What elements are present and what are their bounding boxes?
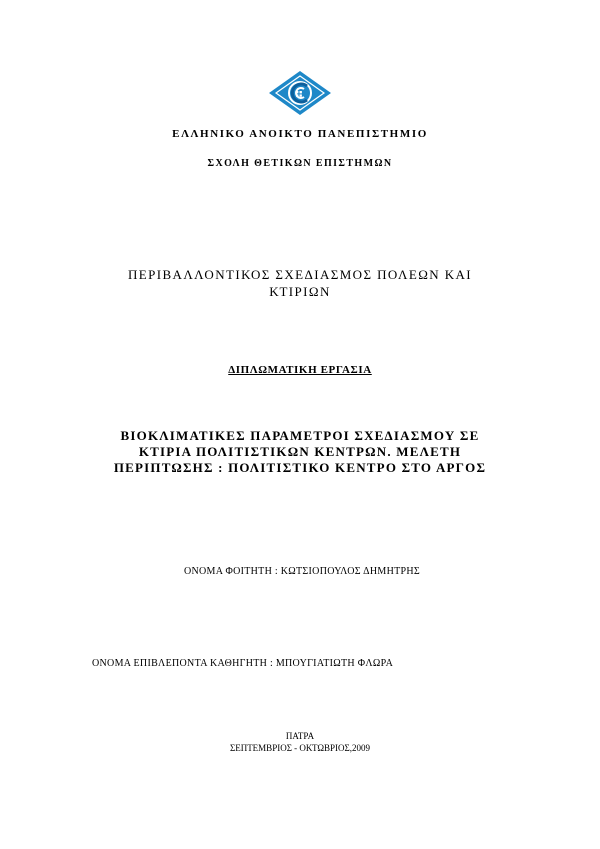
program-title bbox=[0, 266, 600, 300]
program-title-line-2: ΚΤΙΡΙΩΝ bbox=[269, 284, 331, 299]
thesis-title-line-2: ΚΤΙΡΙΑ ΠΟΛΙΤΙΣΤΙΚΩΝ ΚΕΝΤΡΩΝ. ΜΕΛΕΤΗ bbox=[138, 444, 462, 459]
date: ΣΕΠΤΕΜΒΡΙΟΣ - ΟΚΤΩΒΡΙΟΣ,2009 bbox=[229, 743, 371, 753]
school-name: ΣΧΟΛΗ ΘΕΤΙΚΩΝ ΕΠΙΣΤΗΜΩΝ bbox=[207, 158, 393, 169]
student-name: ΟΝΟΜΑ ΦΟΙΤΗΤΗ : ΚΩΤΣΙΟΠΟΥΛΟΣ ΔΗΜΗΤΡΗΣ bbox=[183, 566, 421, 577]
thesis-title-line-1: ΒΙΟΚΛΙΜΑΤΙΚΕΣ ΠΑΡΑΜΕΤΡΟΙ ΣΧΕΔΙΑΣΜΟΥ ΣΕ bbox=[120, 428, 480, 443]
thesis-title-line-3: ΠΕΡΙΠΤΩΣΗΣ : ΠΟΛΙΤΙΣΤΙΚΟ ΚΕΝΤΡΟ ΣΤΟ ΑΡΓΟΣ bbox=[113, 460, 487, 475]
thesis-type: ΔΙΠΛΩΜΑΤΙΚΗ ΕΡΓΑΣΙΑ bbox=[228, 364, 372, 376]
thesis-title bbox=[0, 428, 600, 476]
supervisor-name: ΟΝΟΜΑ ΕΠΙΒΛΕΠΟΝΤΑ ΚΑΘΗΓΗΤΗ : ΜΠΟΥΓΙΑΤΙΩΤΗ ΦΛΩΡΑ bbox=[92, 658, 394, 669]
university-name: ΕΛΛΗΝΙΚΟ ΑΝΟΙΚΤΟ ΠΑΝΕΠΙΣΤΗΜΙΟ bbox=[172, 128, 428, 140]
program-title-line-1: ΠΕΡΙΒΑΛΛΟΝΤΙΚΟΣ ΣΧΕΔΙΑΣΜΟΣ ΠΟΛΕΩΝ ΚΑΙ bbox=[127, 267, 473, 282]
university-emblem-icon bbox=[268, 70, 332, 116]
city: ΠΑΤΡΑ bbox=[285, 731, 315, 741]
